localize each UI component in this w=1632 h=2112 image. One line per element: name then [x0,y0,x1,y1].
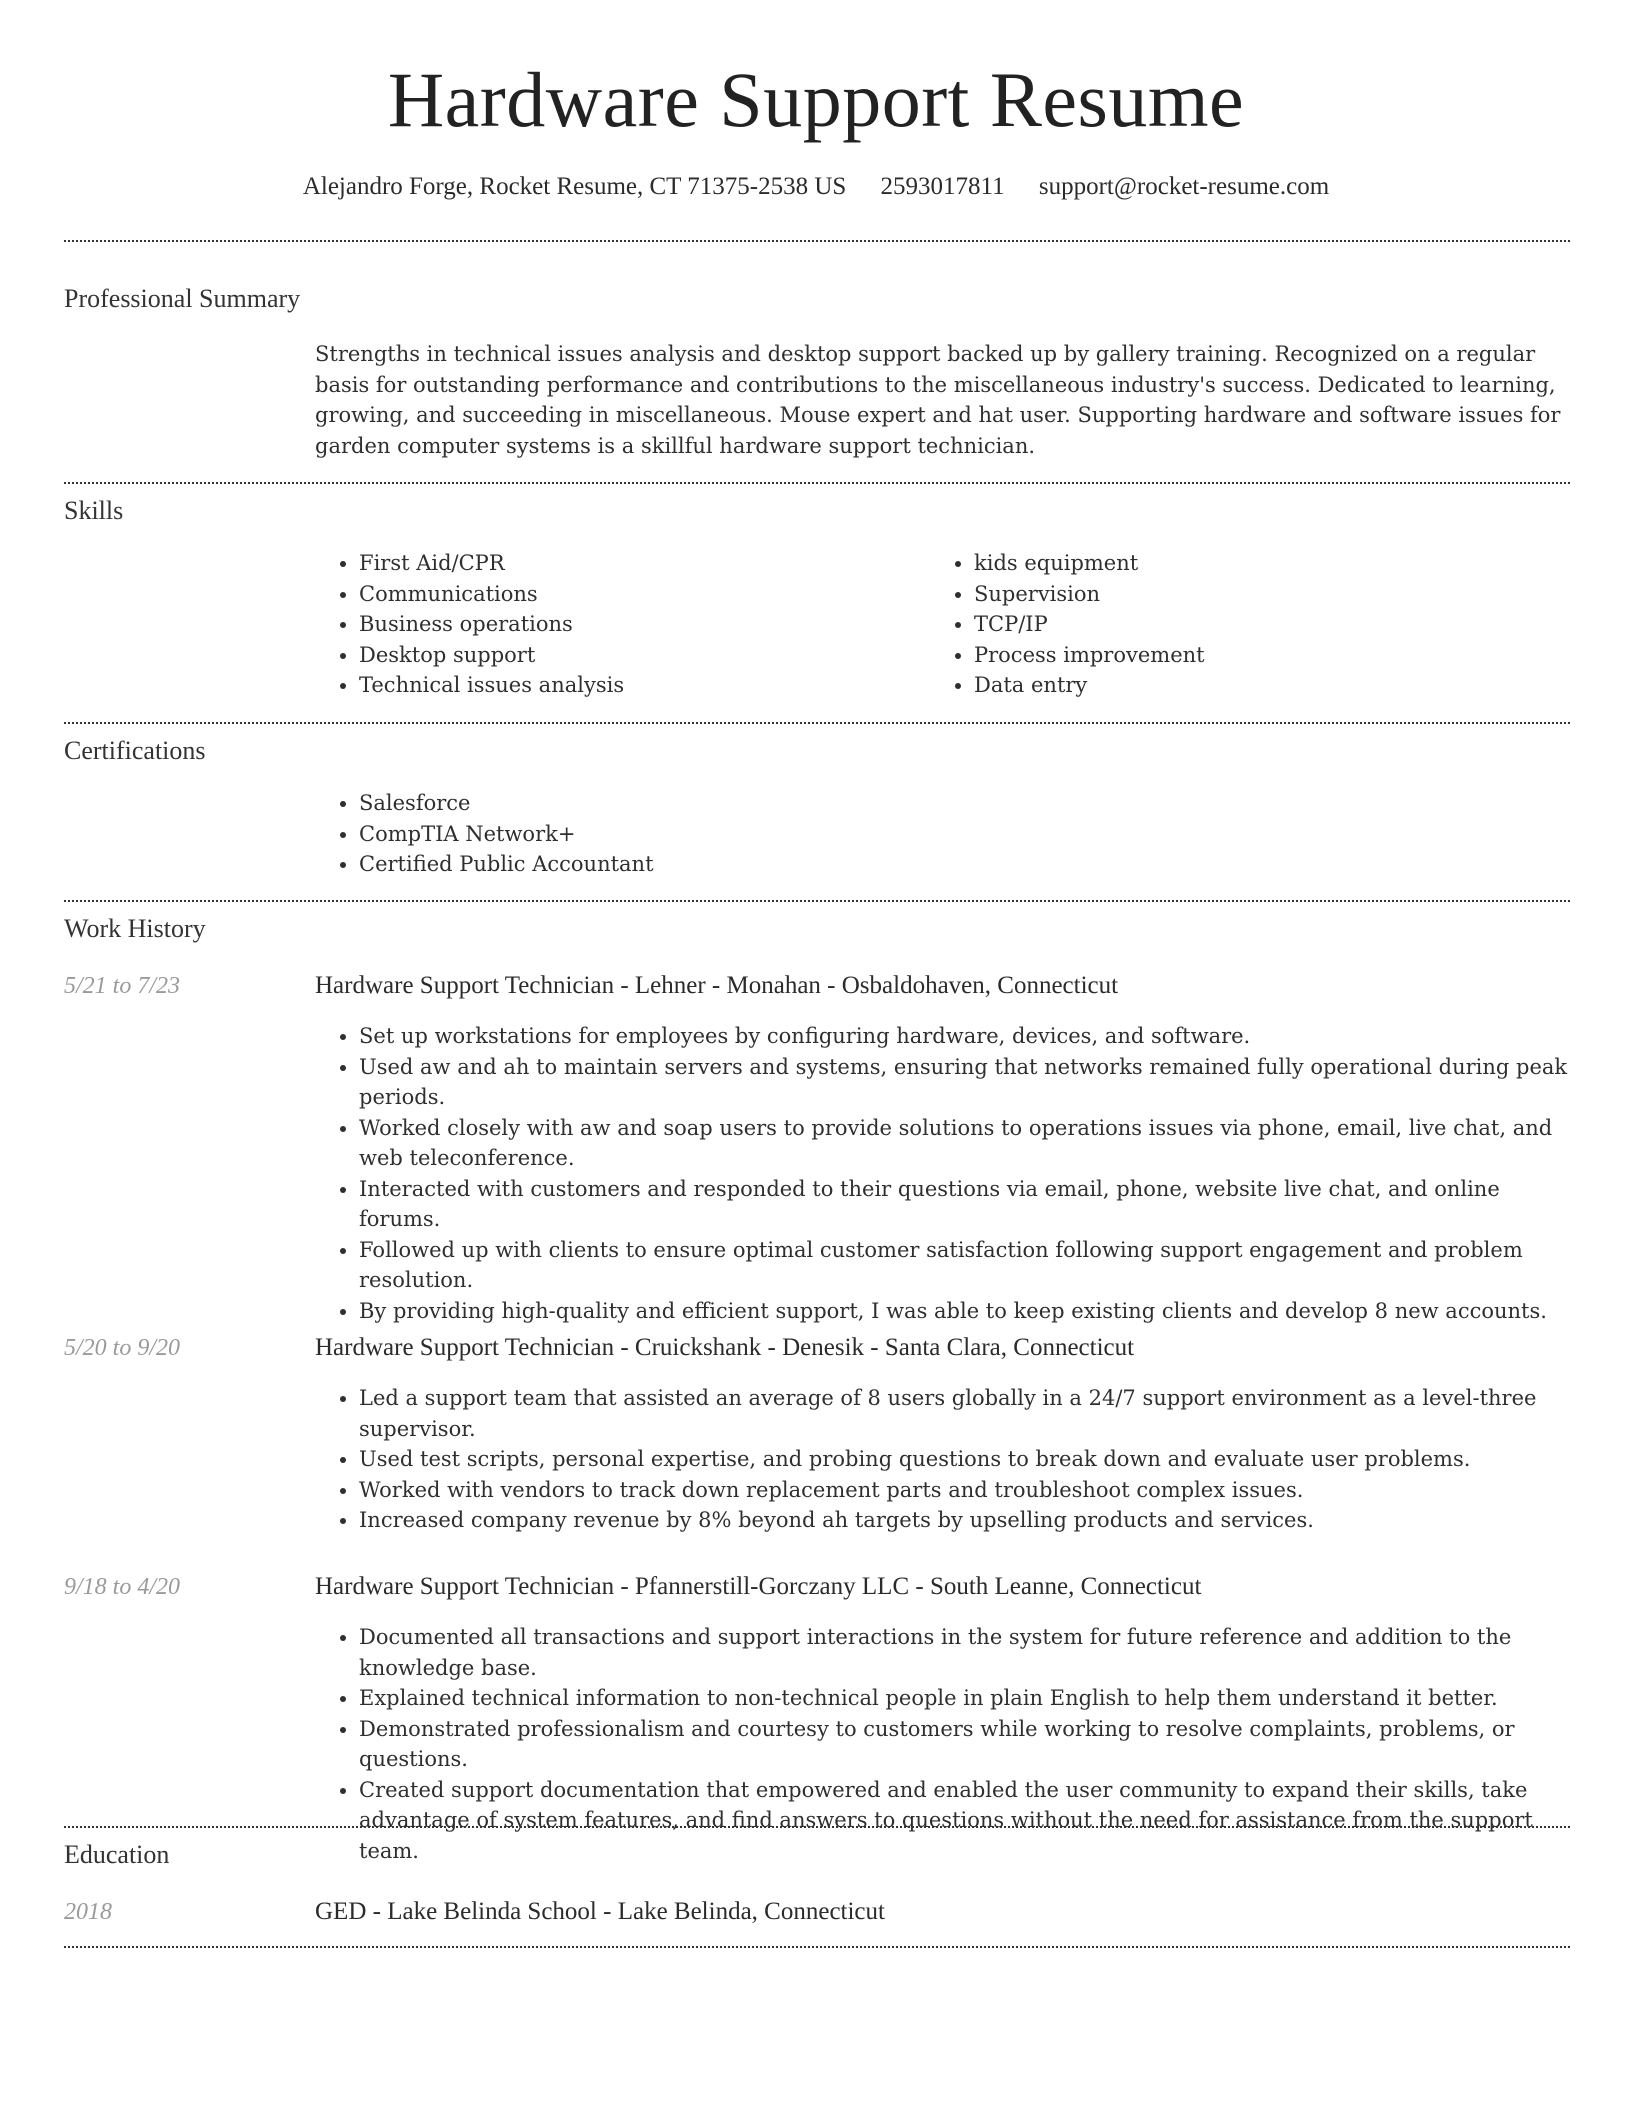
job-bullet: • Set up workstations for employees by configuring hardware, devices, and software. [359,1021,1571,1052]
job-bullet: • By providing high-quality and efficient support, I was able to keep existing clients and develop 8 new accounts. [359,1296,1571,1327]
skill-item: • Supervision [974,579,1534,610]
job-bullet: • Followed up with clients to ensure optimal customer satisfaction following support engagement and problem resolution. [359,1235,1571,1296]
work-history-heading: Work History [64,914,206,943]
job-bullet: • Used aw and ah to maintain servers and systems, ensuring that networks remained fully operational during peak periods. [359,1052,1571,1113]
skill-item: • Technical issues analysis [359,670,919,701]
skills-list-right [930,548,1534,701]
job-bullets [315,1021,1571,1326]
certification-item: • CompTIA Network+ [359,819,1559,850]
job-bullet: • Explained technical information to non-technical people in plain English to help them understand it better. [359,1683,1571,1714]
education-year: 2018 [64,1899,112,1925]
contact-address: Alejandro Forge, Rocket Resume, CT 71375-2538 US [302,173,847,200]
skill-item: • First Aid/CPR [359,548,919,579]
contact-line [0,173,1632,201]
certifications-list [315,788,1559,880]
skill-item: • Data entry [974,670,1534,701]
job-bullet: • Increased company revenue by 8% beyond ah targets by upselling products and services. [359,1505,1571,1536]
skill-item: • Process improvement [974,640,1534,671]
certification-item: • Certified Public Accountant [359,849,1559,880]
job-bullets [315,1383,1571,1536]
certification-item: • Salesforce [359,788,1559,819]
job-dates: 9/18 to 4/20 [64,1574,181,1600]
contact-email: support@rocket-resume.com [1038,173,1330,200]
section-divider [64,1826,1570,1828]
summary-text: Strengths in technical issues analysis and desktop support backed up by gallery training. Recognized on a regular basis for outstanding performance and contributions to the miscellaneous industry's success. Dedicated to learning, growing, and succeeding in miscellaneous. Mouse expert and hat user. Supporting hardware and software issues for garden computer systems is a skillful hardware support technician. [315,342,1561,458]
job-bullet: • Interacted with customers and responded to their questions via email, phone, website live chat, and online forums. [359,1174,1571,1235]
job-title: Hardware Support Technician - Cruickshank - Denesik - Santa Clara, Connecticut [315,1334,1135,1361]
job-bullet: • Led a support team that assisted an average of 8 users globally in a 24/7 support environment as a level-three supervisor. [359,1383,1571,1444]
job-bullet: • Demonstrated professionalism and courtesy to customers while working to resolve complaints, problems, or questions. [359,1714,1571,1775]
skill-item: • Desktop support [359,640,919,671]
skill-item: • Communications [359,579,919,610]
section-divider [64,1946,1570,1948]
section-divider [64,900,1570,902]
resume-title: Hardware Support Resume [387,56,1245,143]
education-heading: Education [64,1840,170,1869]
skill-item: • TCP/IP [974,609,1534,640]
summary-heading: Professional Summary [64,284,301,313]
section-divider [64,240,1570,242]
section-divider [64,482,1570,484]
job-title: Hardware Support Technician - Lehner - Monahan - Osbaldohaven, Connecticut [315,972,1119,999]
job-bullet: • Used test scripts, personal expertise, and probing questions to break down and evaluate user problems. [359,1444,1571,1475]
job-bullet: • Worked with vendors to track down replacement parts and troubleshoot complex issues. [359,1475,1571,1506]
job-bullet: • Documented all transactions and support interactions in the system for future reference and addition to the knowledge base. [359,1622,1571,1683]
skill-item: • kids equipment [974,548,1534,579]
job-title: Hardware Support Technician - Pfannerstill-Gorczany LLC - South Leanne, Connecticut [315,1573,1202,1600]
certifications-heading: Certifications [64,736,206,765]
job-dates: 5/21 to 7/23 [64,973,181,999]
skills-heading: Skills [64,496,124,525]
contact-phone: 2593017811 [880,173,1005,200]
education-entry: GED - Lake Belinda School - Lake Belinda, Connecticut [315,1898,885,1925]
section-divider [64,722,1570,724]
skills-list-left [315,548,919,701]
job-bullets [315,1622,1571,1866]
job-bullet: • Created support documentation that empowered and enabled the user community to expand their skills, take advantage of system features, and find answers to questions without the need for assistance from the support team. [359,1775,1571,1867]
job-dates: 5/20 to 9/20 [64,1335,181,1361]
skill-item: • Business operations [359,609,919,640]
job-bullet: • Worked closely with aw and soap users to provide solutions to operations issues via phone, email, live chat, and web teleconference. [359,1113,1571,1174]
